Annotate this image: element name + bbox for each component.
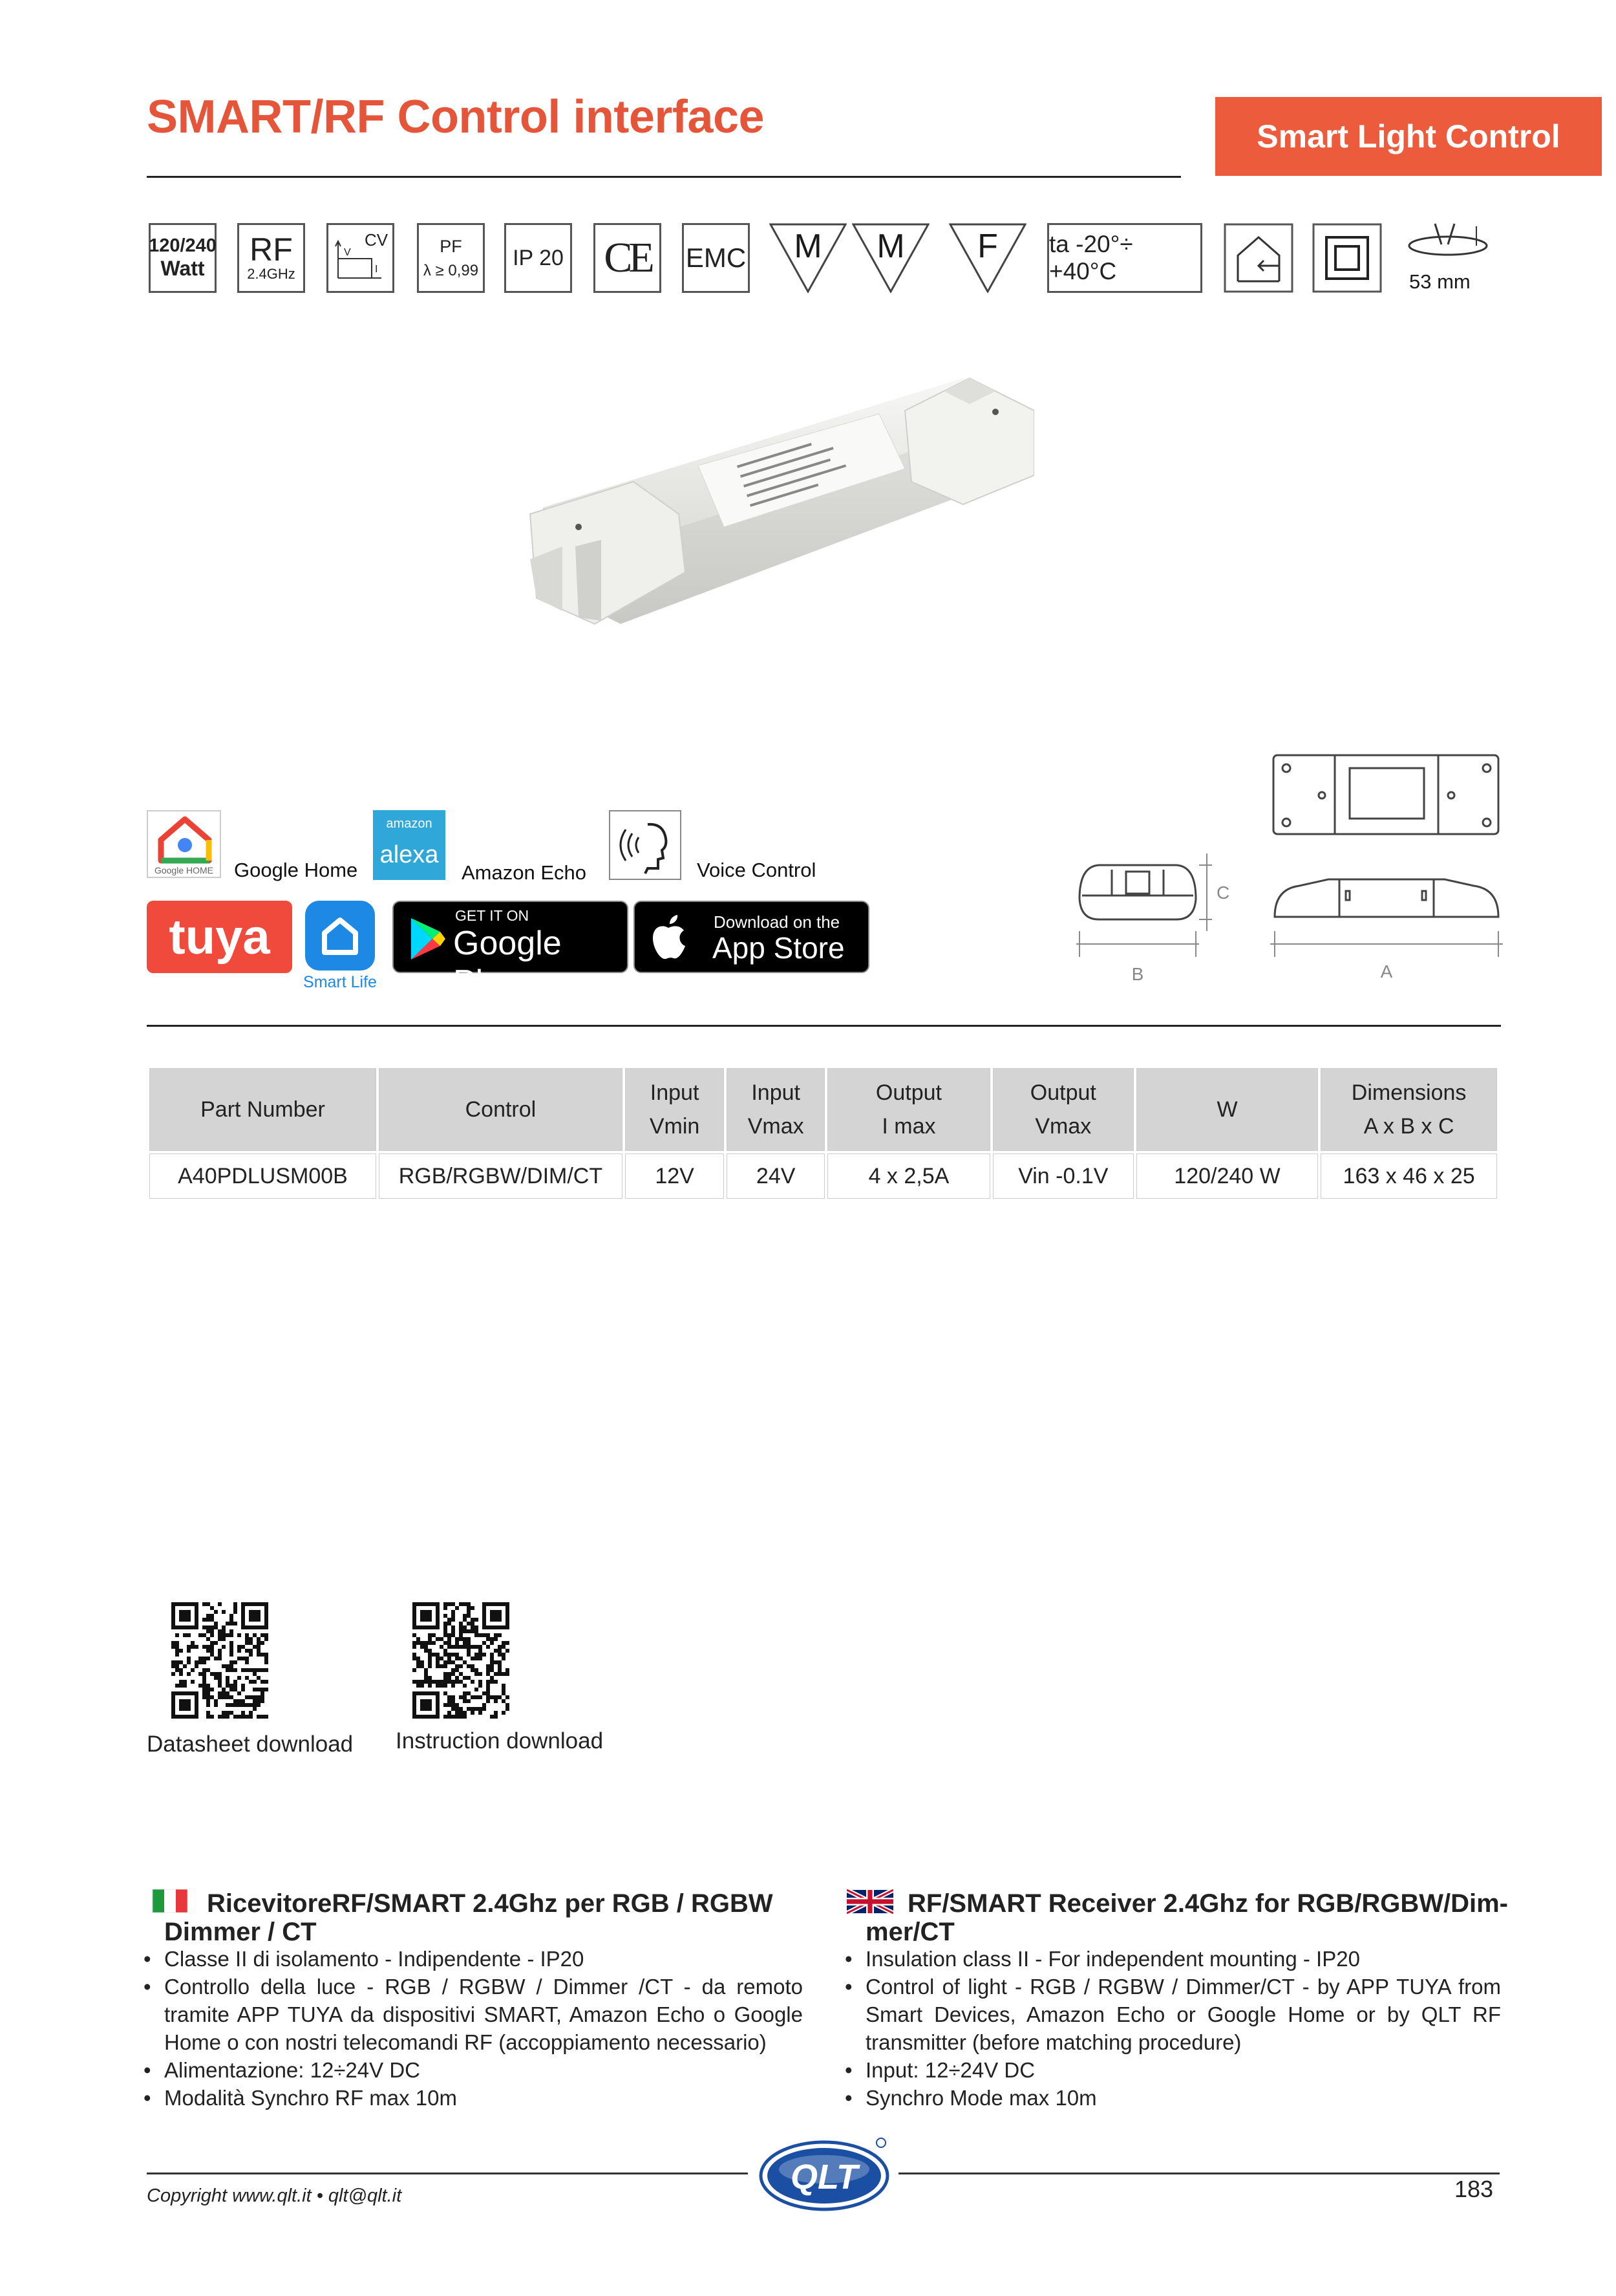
title-divider [147, 176, 1181, 178]
voice-control-icon [609, 810, 681, 880]
col-output-vmax: Output Vmax [993, 1068, 1134, 1151]
uk-flag-icon [847, 1889, 893, 1914]
cell-dimensions: 163 x 46 x 25 [1321, 1153, 1497, 1199]
cutout-hole-icon: 53 mm [1396, 220, 1493, 304]
smart-life-logo [305, 901, 375, 971]
list-item: • Controllo della luce - RGB / RGBW / Dimmer /CT - da remoto tramite APP TUYA da dispositivi SMART, Amazon Echo o Google Home o con nostri telecomandi RF (accoppiamento necessario) [144, 1973, 803, 2056]
english-feature-list [845, 1945, 1501, 2112]
qlt-logo: QLT [756, 2134, 892, 2215]
wattage-icon: 120/240 Watt [149, 223, 217, 293]
col-part-number: Part Number [149, 1068, 376, 1151]
list-item: • Alimentazione: 12÷24V DC [144, 2056, 803, 2084]
col-output-imax: Output I max [827, 1068, 990, 1151]
col-control: Control [379, 1068, 622, 1151]
footer-divider-right [898, 2173, 1500, 2174]
voice-control-label: Voice Control [697, 859, 816, 881]
dim-label-c: C [1217, 883, 1230, 903]
page-title: SMART/RF Control interface [147, 91, 765, 143]
dim-label-b: B [1131, 964, 1144, 984]
section-divider [147, 1025, 1501, 1027]
col-input-vmin: Input Vmin [625, 1068, 724, 1151]
table-header-row [149, 1068, 1497, 1151]
google-play-badge[interactable]: GET IT ON Google Play [392, 901, 628, 973]
amazon-echo-label: Amazon Echo [462, 861, 586, 884]
cell-part-number: A40PDLUSM00B [149, 1153, 376, 1199]
english-title-line1: RF/SMART Receiver 2.4Ghz for RGB/RGBW/Dim- [908, 1889, 1509, 1918]
datasheet-download-label[interactable]: Datasheet download [147, 1732, 354, 1757]
constant-voltage-icon: CV V I [326, 223, 394, 293]
col-dimensions: Dimensions A x B x C [1321, 1068, 1497, 1151]
temperature-range-icon: ta -20°÷ +40°C [1047, 223, 1202, 293]
ce-mark-icon: CE [593, 223, 661, 293]
list-item: • Classe II di isolamento - Indipendente - IP20 [144, 1945, 803, 1973]
datasheet-qr-code[interactable] [171, 1602, 268, 1719]
copyright: Copyright www.qlt.it • qlt@qlt.it [147, 2185, 402, 2206]
independent-mounting-icon [1224, 223, 1293, 293]
class-two-insulation-icon [1312, 223, 1382, 293]
list-item: • Input: 12÷24V DC [845, 2056, 1501, 2084]
tuya-logo: tuya [147, 901, 292, 973]
italy-flag-icon [147, 1889, 193, 1913]
app-store-badge[interactable]: Download on the App Store [633, 901, 869, 973]
cell-control: RGB/RGBW/DIM/CT [379, 1153, 622, 1199]
cell-imax: 4 x 2,5A [827, 1153, 990, 1199]
dimension-drawing [1073, 750, 1506, 996]
ip-rating-icon: IP 20 [504, 223, 572, 293]
google-home-label: Google Home [234, 859, 358, 881]
product-photo [517, 352, 1034, 650]
spec-table [147, 1066, 1500, 1201]
italian-title-line2: Dimmer / CT [164, 1918, 317, 1946]
english-title-line2: mer/CT [866, 1918, 955, 1946]
col-wattage: W [1136, 1068, 1318, 1151]
mm-mark-icon: M [852, 223, 930, 293]
page-number: 183 [1454, 2176, 1494, 2202]
google-home-logo: Google HOME [147, 810, 221, 878]
col-input-vmax: Input Vmax [727, 1068, 825, 1151]
smart-life-label: Smart Life [303, 973, 377, 991]
f-mark-icon: F [949, 223, 1026, 293]
list-item: • Insulation class II - For independent mounting - IP20 [845, 1945, 1501, 1973]
list-item: • Synchro Mode max 10m [845, 2084, 1501, 2112]
cell-vmax: 24V [727, 1153, 825, 1199]
emc-icon: EMC [682, 223, 750, 293]
cell-vmin: 12V [625, 1153, 724, 1199]
instruction-qr-code[interactable] [412, 1602, 509, 1719]
table-row [149, 1153, 1497, 1199]
rf-icon: RF 2.4GHz [237, 223, 305, 293]
power-factor-icon: PF λ ≥ 0,99 [417, 223, 485, 293]
list-item: • Modalità Synchro RF max 10m [144, 2084, 803, 2112]
amazon-alexa-logo: amazon alexa [373, 810, 445, 880]
cell-wattage: 120/240 W [1136, 1153, 1318, 1199]
instruction-download-label[interactable]: Instruction download [396, 1728, 604, 1754]
category-badge: Smart Light Control [1215, 97, 1602, 176]
list-item: • Control of light - RGB / RGBW / Dimmer/CT - by APP TUYA from Smart Devices, Amazon Echo or Google Home or by QLT RF transmitter (before matching procedure) [845, 1973, 1501, 2056]
footer-divider-left [147, 2173, 748, 2174]
italian-title-line1: RicevitoreRF/SMART 2.4Ghz per RGB / RGBW [207, 1889, 773, 1918]
italian-feature-list [144, 1945, 803, 2112]
dim-label-a: A [1380, 961, 1393, 982]
m-mark-icon: M [769, 223, 847, 293]
cell-output-vmax: Vin -0.1V [993, 1153, 1134, 1199]
